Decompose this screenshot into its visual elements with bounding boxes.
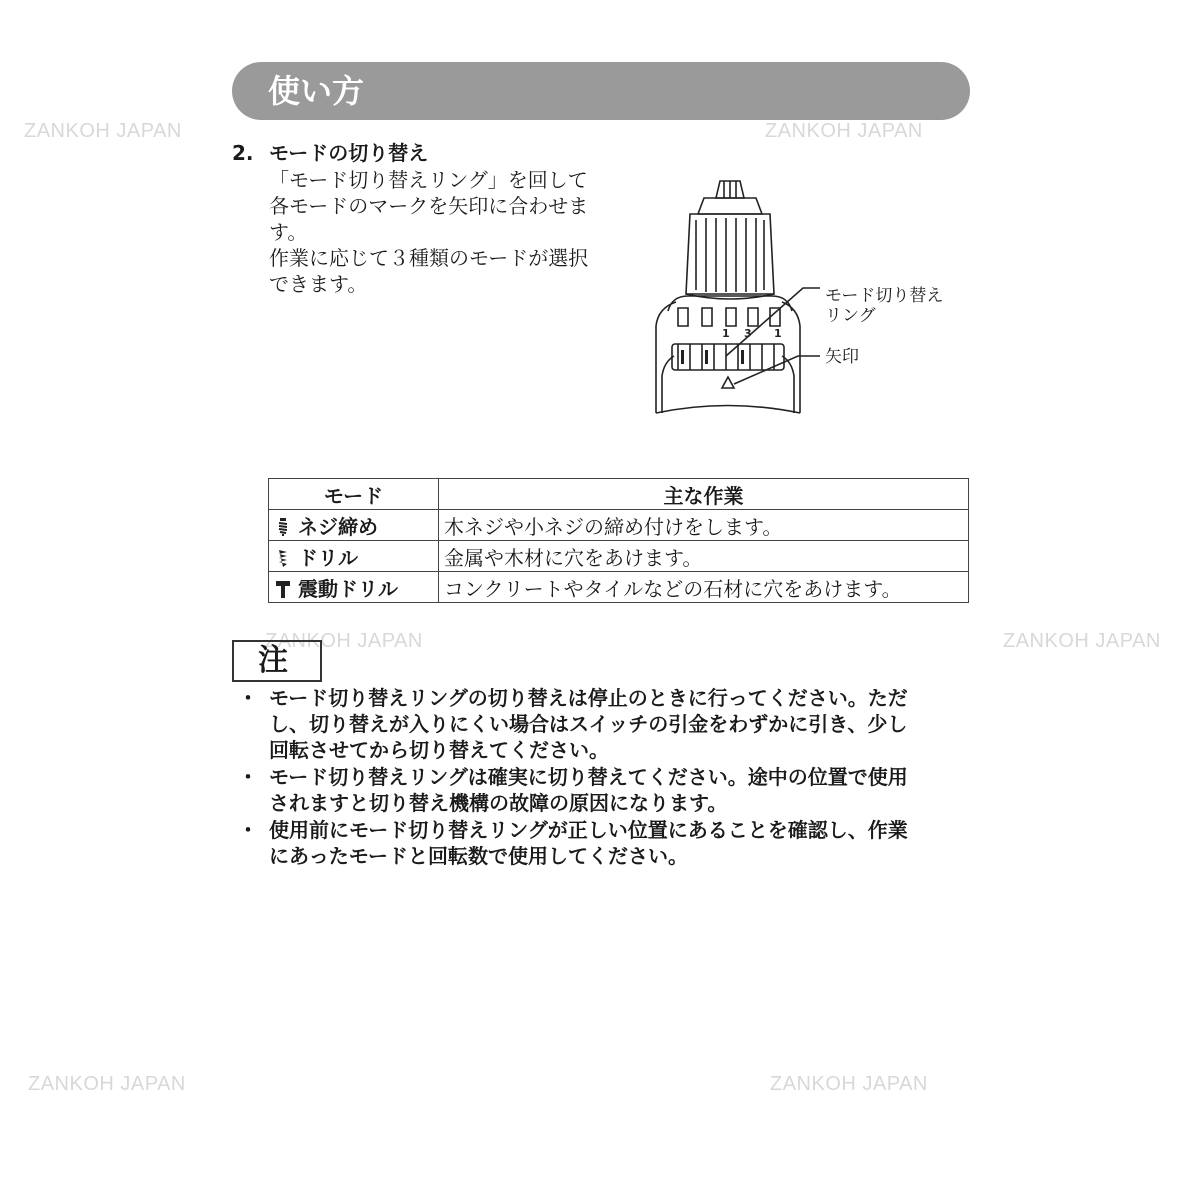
note-line: 使用前にモード切り替えリングが正しい位置にあることを確認し、作業 <box>269 818 908 842</box>
watermark: ZANKOH JAPAN <box>265 630 423 652</box>
note-line: されますと切り替え機構の故障の原因になります。 <box>269 791 728 815</box>
mode-name: ネジ締め <box>298 514 378 539</box>
bullet: ・ <box>238 765 258 789</box>
work-cell: コンクリートやタイルなどの石材に穴をあけます。 <box>439 572 969 603</box>
dial-number: 3 <box>744 327 752 340</box>
table-row <box>269 541 969 572</box>
bullet: ・ <box>238 818 258 842</box>
dial-number: 1 <box>722 327 730 340</box>
note-item <box>232 817 977 869</box>
step-body-line: 作業に応じて３種類のモードが選択 <box>269 246 589 270</box>
note-line: し、切り替えが入りにくい場合はスイッチの引金をわずかに引き、少し <box>269 712 908 736</box>
mode-name: ドリル <box>298 545 358 570</box>
drill-bit-icon <box>274 548 292 568</box>
watermark: ZANKOH JAPAN <box>765 120 923 142</box>
note-line: にあったモードと回転数で使用してください。 <box>269 844 688 868</box>
step-body-line: 「モード切り替えリング」を回して <box>269 168 588 192</box>
step-body-line: できます。 <box>269 272 368 296</box>
ring-label-line: リング <box>825 306 876 326</box>
dial-number: 1 <box>774 327 782 340</box>
mode-table <box>268 478 969 603</box>
work-cell: 金属や木材に穴をあけます。 <box>439 541 969 572</box>
mode-cell <box>269 541 439 572</box>
step-body <box>269 167 629 297</box>
watermark: ZANKOH JAPAN <box>24 120 182 142</box>
note-item <box>232 764 977 816</box>
ring-label <box>825 286 943 326</box>
watermark: ZANKOH JAPAN <box>770 1073 928 1095</box>
note-item <box>232 685 977 763</box>
arrow-label: 矢印 <box>825 347 859 367</box>
column-header: モード <box>269 479 439 510</box>
table-header-row <box>269 479 969 510</box>
hammer-icon <box>274 579 292 599</box>
mode-name: 震動ドリル <box>298 576 398 601</box>
step-title: モードの切り替え <box>269 141 429 165</box>
ring-label-line: モード切り替え <box>825 286 944 306</box>
mode-cell <box>269 572 439 603</box>
column-header: 主な作業 <box>439 479 969 510</box>
note-heading: 注 <box>258 643 288 678</box>
work-cell: 木ネジや小ネジの締め付けをします。 <box>439 510 969 541</box>
table-row <box>269 572 969 603</box>
section-header <box>232 62 970 120</box>
step-body-line: す。 <box>269 220 308 244</box>
table-row <box>269 510 969 541</box>
note-line: 回転させてから切り替えてください。 <box>269 738 609 762</box>
watermark: ZANKOH JAPAN <box>28 1073 186 1095</box>
watermark: ZANKOH JAPAN <box>1003 630 1161 652</box>
note-line: モード切り替えリングは確実に切り替えてください。途中の位置で使用 <box>269 765 908 789</box>
bullet: ・ <box>238 686 258 710</box>
step-body-line: 各モードのマークを矢印に合わせま <box>269 194 589 218</box>
note-line: モード切り替えリングの切り替えは停止のときに行ってください。ただ <box>269 686 908 710</box>
page-title: 使い方 <box>268 72 365 110</box>
note-list <box>232 685 977 870</box>
drill-illustration <box>648 176 968 421</box>
note-heading-box <box>232 640 322 682</box>
screw-icon <box>274 517 292 537</box>
step-number: 2. <box>232 141 254 165</box>
mode-cell <box>269 510 439 541</box>
